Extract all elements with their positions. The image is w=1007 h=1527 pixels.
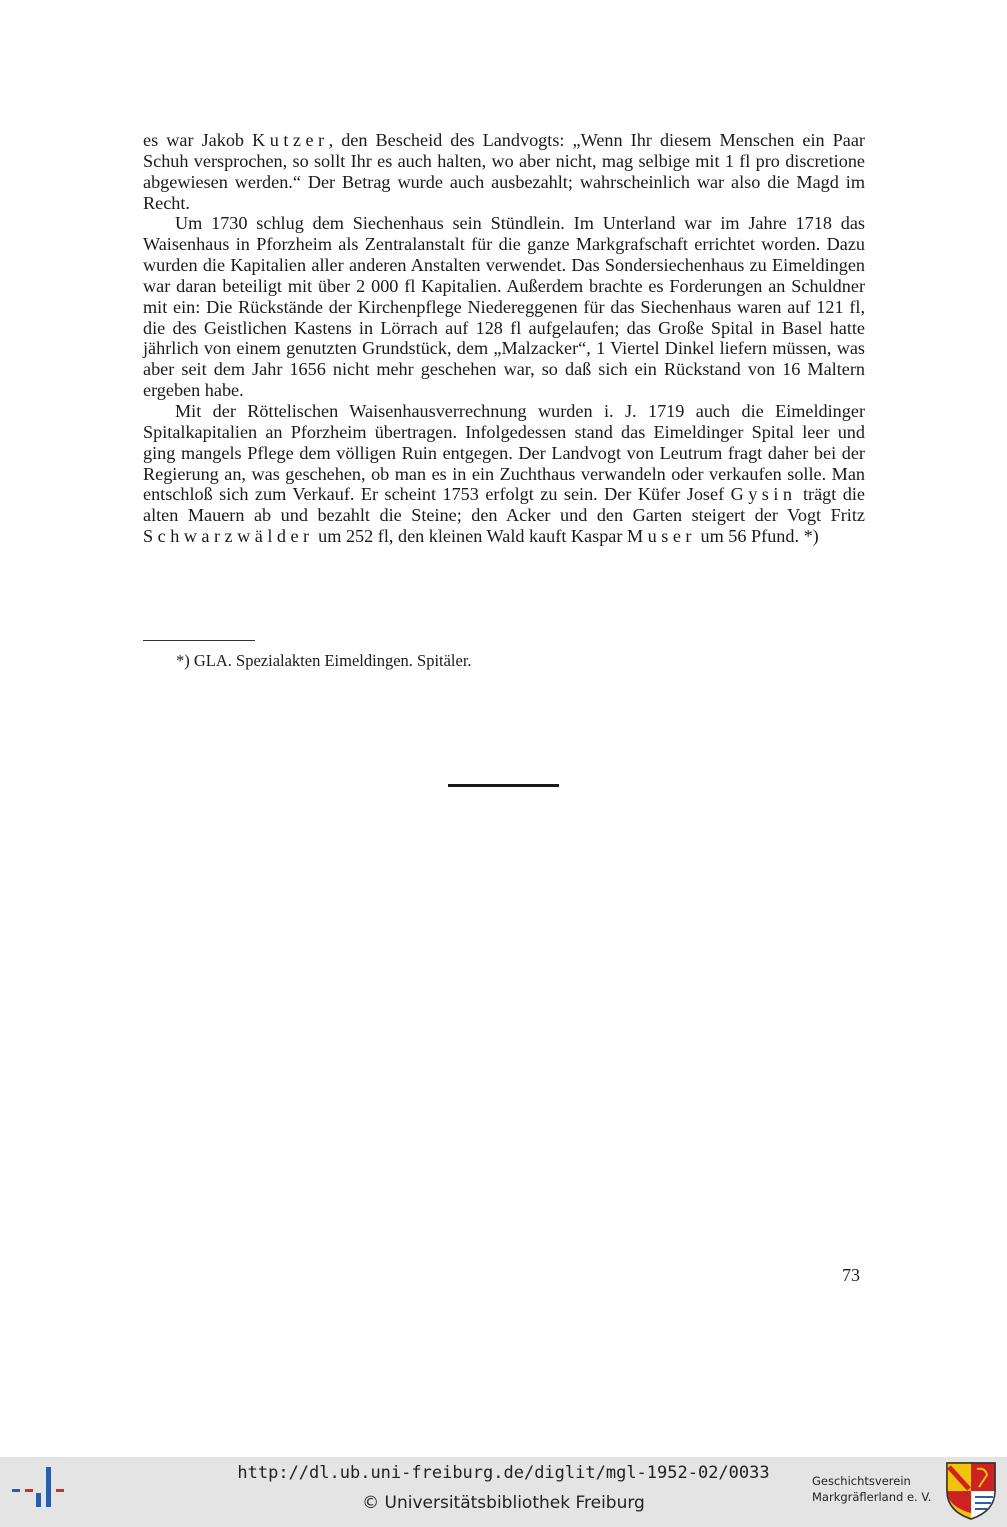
text-run: trägt die alten Mauern ab und bezahlt die Steine; den Acker und den Garten steigert der Vogt Fritz [143,484,865,526]
page-number: 73 [842,1265,860,1285]
society-name-line-2: Markgräflerland e. V. [812,1490,932,1504]
text-run: um 56 Pfund. *) [695,526,819,547]
society-name [812,1473,938,1505]
page-body [143,130,865,547]
spaced-name: Kutzer [252,130,329,150]
text-run: , den Bescheid des Landvogts: „Wenn Ihr diesem Menschen ein Paar Schuh versprochen, so sollt Ihr es auch halten, wo aber nicht, mag selbige mit 1 fl pro discretione abgewiesen werden.“ Der Betrag wurde auch ausbezahlt; wahrscheinlich war also die Magd im Recht. [143,130,865,213]
footnote-divider [143,640,255,641]
markgraeflerland-crest-icon[interactable] [945,1461,997,1521]
text-run: es war Jakob [143,130,253,150]
footer-bar [0,1457,1007,1527]
paragraph-1 [143,130,865,213]
paragraph-2 [143,213,865,401]
society-name-line-1: Geschichtsverein [812,1474,911,1488]
copyright-notice: © Universitätsbibliothek Freiburg [362,1493,645,1513]
permalink-url[interactable]: http://dl.ub.uni-freiburg.de/diglit/mgl-1952-02/0033 [237,1463,770,1483]
end-of-text-divider [448,784,559,787]
text-run: Um 1730 schlug dem Siechenhaus sein Stündlein. Im Unterland war im Jahre 1718 das Waisenhaus in Pforzheim als Zentralanstalt für die ganze Markgrafschaft errichtet worden. Dazu wurden die Kapitalien aller anderen Anstalten verwendet. Das Sondersiechenhaus zu Eimeldingen war daran beteiligt mit über 2 000 fl Kapitalien. Außerdem brachte es Forderungen an Schuldner mit ein: Die Rückstände der Kirchenpflege Niedereggenen für das Siechenhaus waren auf 121 fl, die des Geistlichen Kastens in Lörrach auf 128 fl aufgelaufen; das Große Spital in Basel hatte jährlich von einem genutzten Grundstück, dem „Malzacker“, 1 Viertel Dinkel liefern müssen, was aber seit dem Jahr 1656 nicht mehr geschehen war, so daß sich ein Rückstand von 16 Maltern ergeben habe. [143,213,865,401]
text-run: Mit der Röttelischen Waisenhausverrechnung wurden i. J. 1719 auch die Eimeldinger Spitalkapitalien an Pforzheim übertragen. Infolgedessen stand das Eimeldinger Spital leer und ging mangels Pflege dem völligen Ruin entgegen. Der Landvogt von Leutrum fragt daher bei der Regierung an, was geschehen, ob man es in ein Zuchthaus verwandeln oder verkaufen solle. Man entschloß sich zum Verkauf. Er scheint 1753 erfolgt zu sein. Der Küfer Josef [143,400,865,505]
paragraph-3 [143,401,865,547]
spaced-name: Muser [626,526,696,547]
spaced-name: Schwarzwälder [143,526,314,547]
footnote: *) GLA. Spezialakten Eimeldingen. Spitäler. [176,651,472,670]
text-run: um 252 fl, den kleinen Wald kauft Kaspar [313,526,627,547]
spaced-name: Gysin [730,484,797,505]
